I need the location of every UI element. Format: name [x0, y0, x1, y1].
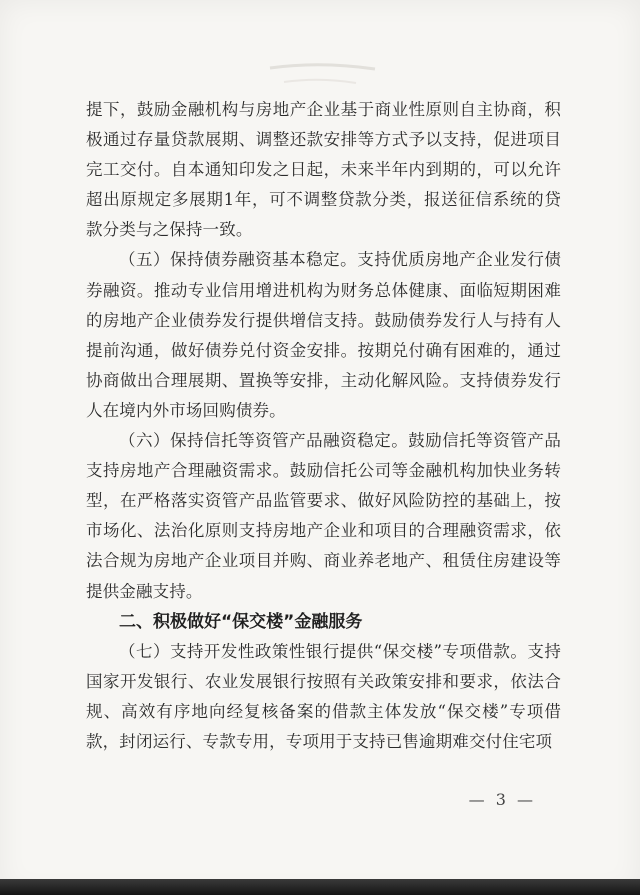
section-six-paragraph: （六）保持信托等资管产品融资稳定。鼓励信托等资管产品支持房地产合理融资需求。鼓励信托公司等金融机构加快业务转型，在严格落实资管产品监管要求、做好风险防控的基础上，按市场化、法治化原则支持房地产企业和项目的合理融资需求，依法合规为房地产企业项目并购、商业养老地产、租赁住房建设等提供金融支持。 [86, 431, 561, 601]
section-seven-paragraph: （七）支持开发性政策性银行提供“保交楼”专项借款。支持国家开发银行、农业发展银行按照有关政策安排和要求，依法合规、高效有序地向经复核备案的借款主体发放“保交楼”专项借款，封闭运行、专款专用，专项用于支持已售逾期难交付住宅项 [86, 641, 561, 751]
page-number: — 3 — [468, 790, 536, 809]
scan-bottom-edge [0, 879, 640, 895]
continuation-paragraph: 提下，鼓励金融机构与房地产企业基于商业性原则自主协商，积极通过存量贷款展期、调整还款安排等方式予以支持，促进项目完工交付。自本通知印发之日起，未来半年内到期的，可以允许超出原规定多展期1年，可不调整贷款分类，报送征信系统的贷款分类与之保持一致。 [86, 100, 561, 240]
section-heading: 二、积极做好“保交楼”金融服务 [119, 611, 363, 632]
document-body [86, 95, 561, 757]
section-five-paragraph: （五）保持债券融资基本稳定。支持优质房地产企业发行债券融资。推动专业信用增进机构为财务总体健康、面临短期困难的房地产企业债券发行提供增信支持。鼓励债券发行人与持有人提前沟通，做好债券兑付资金安排。按期兑付确有困难的，通过协商做出合理展期、置换等安排，主动化解风险。支持债券发行人在境内外市场回购债券。 [86, 250, 561, 420]
